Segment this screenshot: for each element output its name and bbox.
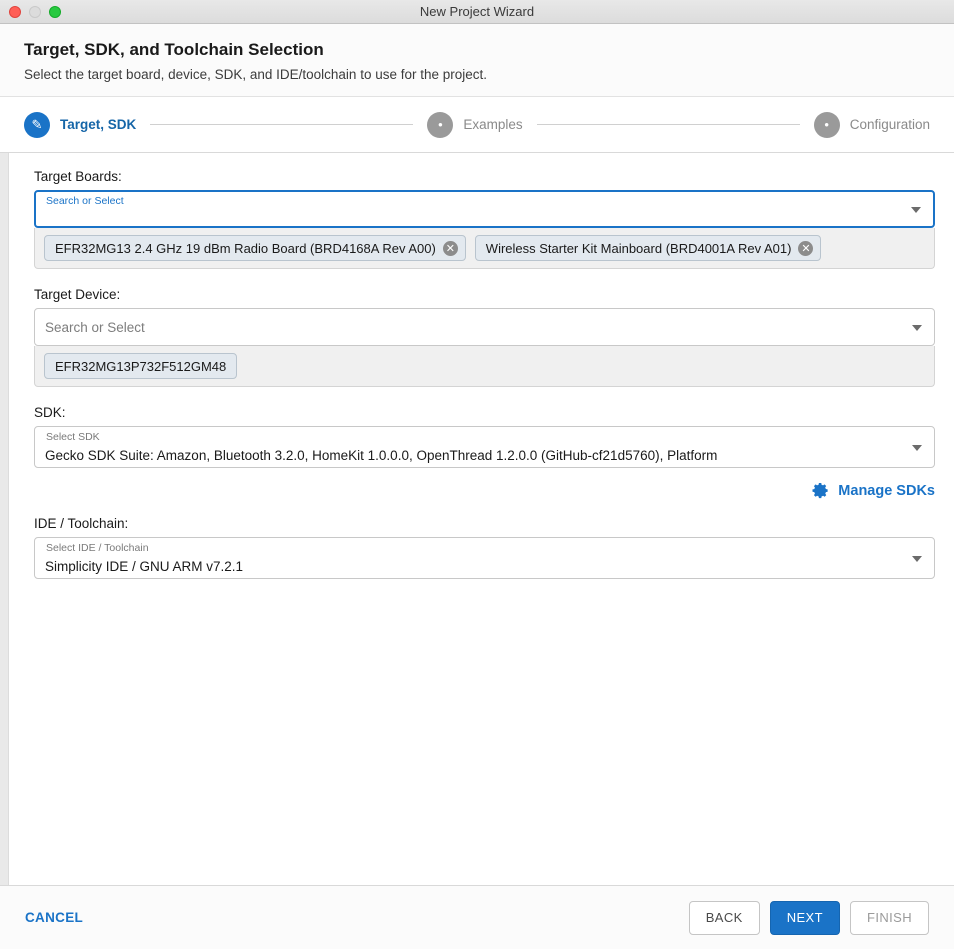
target-boards-label: Target Boards: xyxy=(34,169,122,184)
toolchain-group xyxy=(34,516,929,579)
sdk-float-label: Select SDK xyxy=(46,431,100,443)
pencil-icon: ✎ xyxy=(24,112,50,138)
chevron-down-icon[interactable] xyxy=(911,207,921,213)
step-label-examples: Examples xyxy=(463,117,523,132)
chip[interactable] xyxy=(44,353,237,379)
target-boards-group xyxy=(34,169,929,269)
stepper-divider-1 xyxy=(150,124,413,125)
target-device-label: Target Device: xyxy=(34,287,121,302)
target-boards-combo[interactable] xyxy=(34,190,935,228)
window-title: New Project Wizard xyxy=(419,4,535,19)
manage-sdks-row[interactable] xyxy=(34,481,935,500)
step-target-sdk[interactable] xyxy=(24,112,136,138)
manage-sdks-link[interactable]: Manage SDKs xyxy=(838,482,935,499)
wizard-content xyxy=(9,153,954,885)
chip[interactable] xyxy=(475,235,822,261)
close-icon[interactable]: ✕ xyxy=(443,241,458,256)
target-boards-float-label: Search or Select xyxy=(46,195,124,207)
finish-button[interactable]: FINISH xyxy=(850,901,929,935)
toolchain-float-label: Select IDE / Toolchain xyxy=(46,542,149,554)
footer-buttons xyxy=(689,901,929,935)
step-label-target-sdk: Target, SDK xyxy=(60,117,137,132)
toolchain-label: IDE / Toolchain: xyxy=(34,516,129,531)
cancel-button[interactable]: CANCEL xyxy=(25,910,84,925)
window-titlebar xyxy=(0,0,954,24)
toolchain-combo[interactable] xyxy=(34,537,935,579)
chip-label: EFR32MG13 2.4 GHz 19 dBm Radio Board (BRD4168A Rev A00) xyxy=(55,240,436,256)
sdk-combo[interactable] xyxy=(34,426,935,468)
toolchain-value: Simplicity IDE / GNU ARM v7.2.1 xyxy=(45,559,244,574)
chip-label: EFR32MG13P732F512GM48 xyxy=(55,358,227,374)
step-examples[interactable] xyxy=(427,112,522,138)
chip-label: Wireless Starter Kit Mainboard (BRD4001A Rev A01) xyxy=(485,240,792,256)
dot-icon: • xyxy=(427,112,453,138)
target-boards-chip-tray xyxy=(34,228,935,269)
sdk-value: Gecko SDK Suite: Amazon, Bluetooth 3.2.0, HomeKit 1.0.0.0, OpenThread 1.2.0.0 (GitHub-cf21d5760), Platform xyxy=(45,448,718,463)
stepper-divider-2 xyxy=(537,124,800,125)
target-device-chip-tray xyxy=(34,346,935,387)
wizard-stepper xyxy=(0,97,954,153)
chevron-down-icon[interactable] xyxy=(912,556,922,562)
wizard-footer xyxy=(0,885,954,949)
page-subtitle: Select the target board, device, SDK, and IDE/toolchain to use for the project. xyxy=(24,67,488,82)
chevron-down-icon[interactable] xyxy=(912,445,922,451)
target-device-placeholder: Search or Select xyxy=(45,319,145,335)
page-title: Target, SDK, and Toolchain Selection xyxy=(24,40,324,59)
gear-icon[interactable] xyxy=(811,481,830,500)
sdk-group xyxy=(34,405,929,468)
sdk-label: SDK: xyxy=(34,405,66,420)
chevron-down-icon[interactable] xyxy=(912,325,922,331)
wizard-body xyxy=(0,153,954,885)
left-rail xyxy=(0,153,9,885)
target-device-combo[interactable] xyxy=(34,308,935,346)
back-button[interactable]: BACK xyxy=(689,901,760,935)
wizard-header xyxy=(0,24,954,97)
close-icon[interactable]: ✕ xyxy=(798,241,813,256)
target-device-group xyxy=(34,287,929,387)
chip[interactable] xyxy=(44,235,466,261)
step-label-configuration: Configuration xyxy=(849,117,931,132)
step-configuration[interactable] xyxy=(814,112,930,138)
next-button[interactable]: NEXT xyxy=(770,901,840,935)
dot-icon: • xyxy=(814,112,840,138)
